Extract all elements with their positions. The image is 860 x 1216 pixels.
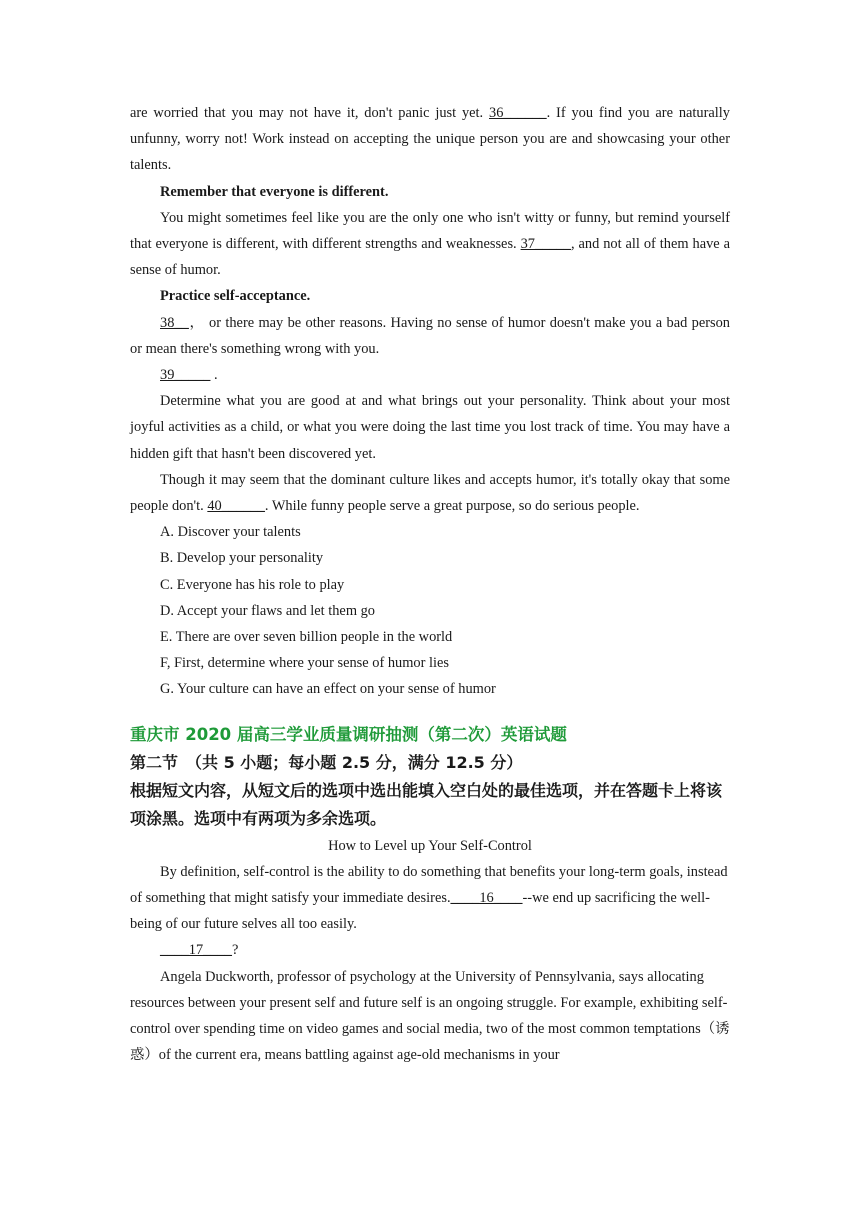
passage-title: How to Level up Your Self-Control	[328, 837, 532, 854]
blank-17: ____17____	[160, 942, 232, 959]
blank-36: 36______	[489, 105, 547, 121]
text-run: , and not all of them have a sense of humor.	[130, 236, 730, 279]
text-run: Though it may seem that the dominant culture likes and accepts humor, it's totally okay that some people don't.	[130, 471, 730, 515]
option-e: E. There are over seven billion people in the world	[160, 629, 453, 646]
option-c: C. Everyone has his role to play	[160, 576, 345, 593]
paragraph-culture	[130, 467, 730, 519]
text-run: . If you find you are naturally unfunny, worry not! Work instead on accepting the unique person you are and showcasing your other talents.	[130, 105, 730, 174]
text-run: . While funny people serve a great purpose, so do serious people.	[264, 498, 640, 515]
paragraph-definition	[130, 859, 730, 938]
paragraph-blank-17	[130, 937, 730, 963]
paragraph-everyone-different	[130, 205, 730, 284]
section-label: 第二节 （共 5 小题；每小题 2.5 分，满分 12.5 分）	[130, 752, 523, 772]
source-title: 重庆市 2020 届高三学业质量调研抽测（第二次）英语试题	[130, 724, 567, 744]
blank-39: 39_____	[160, 367, 211, 384]
text-run: ， or there may be other reasons. Having no sense of humor doesn't make you a bad person or mean there's something wrong with you.	[130, 314, 730, 357]
blank-40: 40______	[207, 498, 265, 515]
text-run: are worried that you may not have it, don't panic just yet.	[130, 105, 490, 121]
paragraph-duckworth: Angela Duckworth, professor of psychology at the University of Pennsylvania, says allocating resources between your present self and future self is an ongoing struggle. For example, exhibiting self-control over spending time on video games and social media, two of the most common temptations（诱惑）of the current era, means battling against age-old mechanisms in your	[130, 968, 730, 1064]
option-f: F, First, determine where your sense of humor lies	[160, 655, 449, 672]
paragraph-blank-39	[130, 362, 730, 388]
blank-38: 38__	[160, 314, 189, 331]
paragraph-determine: Determine what you are good at and what brings out your personality. Think about your most joyful activities as a child, or what you were doing the last time you lost track of time. You may have a hidden gift that hasn't been discovered yet.	[130, 393, 730, 462]
subheading-self-acceptance: Practice self-acceptance.	[160, 288, 311, 305]
blank-37: 37_____	[520, 236, 571, 253]
text-run: .	[210, 367, 218, 384]
instruction: 根据短文内容，从短文后的选项中选出能填入空白处的最佳选项，并在答题卡上将该项涂黑。选项中有两项为多余选项。	[130, 780, 723, 828]
paragraph-self-acceptance	[130, 310, 730, 362]
option-a: A. Discover your talents	[160, 524, 301, 541]
option-g: G. Your culture can have an effect on your sense of humor	[160, 681, 496, 698]
text-run: You might sometimes feel like you are the only one who isn't witty or funny, but remind yourself that everyone is different, with different strengths and weaknesses.	[130, 209, 730, 253]
document-page	[130, 100, 730, 1069]
paragraph-continued	[130, 100, 730, 179]
option-d: D. Accept your flaws and let them go	[160, 602, 376, 619]
text-run: By definition, self-control is the ability to do something that benefits your long-term goals, instead of something that might satisfy your immediate desires.	[130, 863, 728, 907]
blank-16: ____16____	[450, 890, 523, 907]
text-run: --we end up sacrificing the well-being of our future selves all too easily.	[130, 890, 710, 933]
subheading-everyone-different: Remember that everyone is different.	[160, 183, 389, 200]
text-run: ?	[231, 942, 239, 959]
option-b: B. Develop your personality	[160, 550, 324, 567]
